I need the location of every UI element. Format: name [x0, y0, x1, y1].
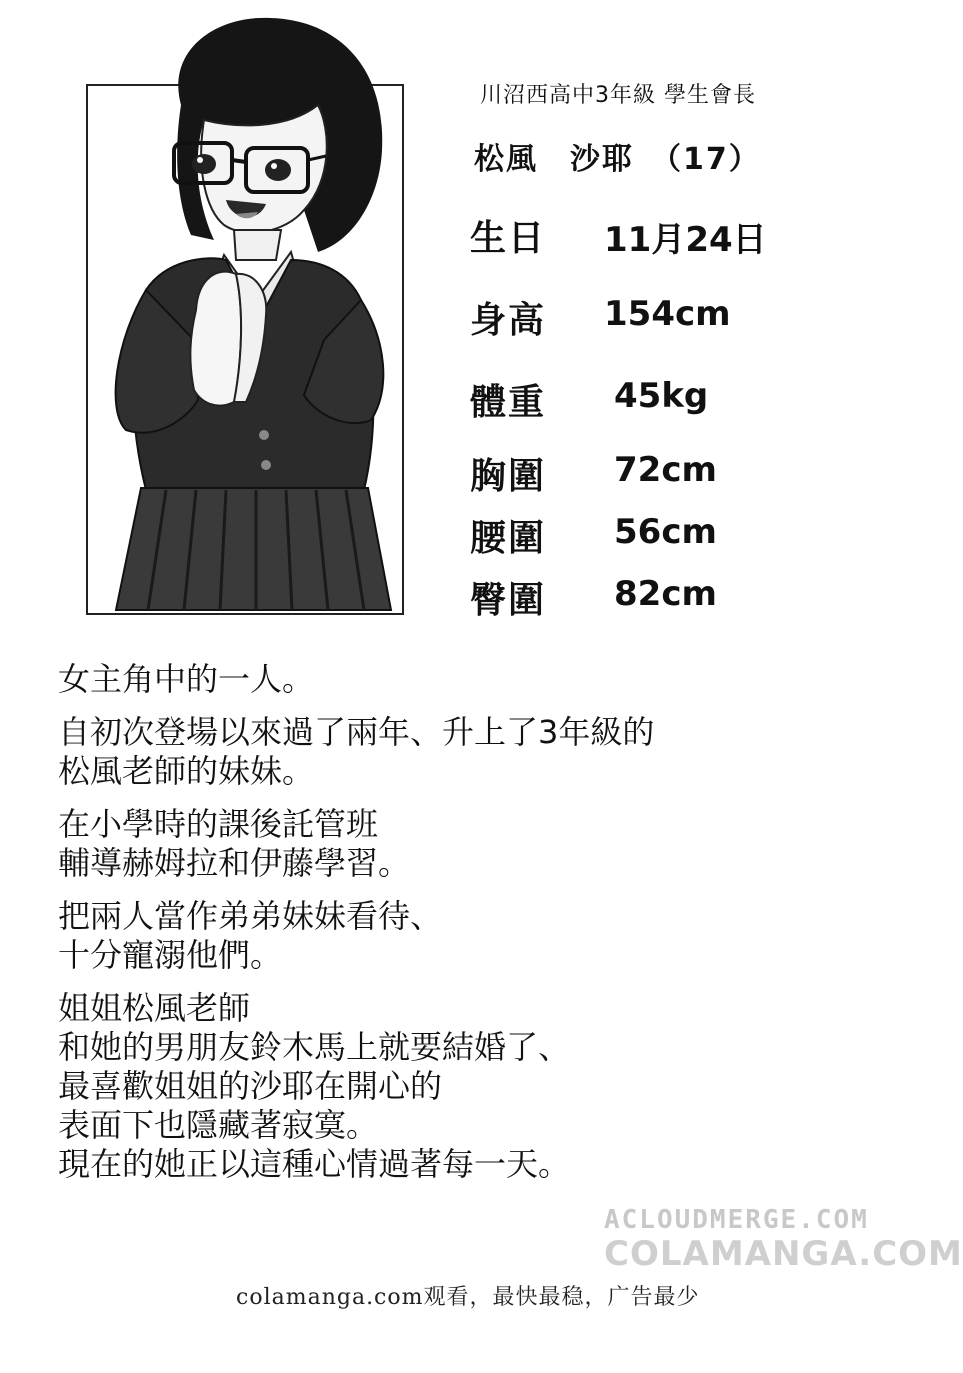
school-and-role: 川沼西高中3年級 學生會長	[480, 83, 756, 108]
bio-line: 女主角中的一人。	[58, 660, 315, 698]
footer-notice: colamanga.com观看，最快最稳，广告最少	[236, 1285, 700, 1310]
stat-value-height: 154cm	[604, 294, 731, 334]
bio-line: 在小學時的課後託管班	[58, 805, 379, 843]
stat-value-bust: 72cm	[614, 450, 717, 490]
bio-paragraph	[58, 713, 818, 791]
stat-label-hip: 臀圍	[470, 580, 547, 621]
watermark-colamanga: COLAMANGA.COM	[604, 1234, 963, 1274]
bio-line: 把兩人當作弟弟妹妹看待、	[58, 897, 443, 935]
bio-line: 姐姐松風老師	[58, 989, 251, 1027]
bio-paragraph	[58, 805, 818, 883]
bio-line: 現在的她正以這種心情過著每一天。	[58, 1145, 571, 1183]
stat-value-hip: 82cm	[614, 574, 717, 614]
watermark-acloudmerge: ACLOUDMERGE.COM	[604, 1205, 869, 1235]
bio-line: 和她的男朋友鈴木馬上就要結婚了、	[58, 1028, 571, 1066]
stat-label-waist: 腰圍	[470, 518, 547, 559]
bio-paragraph	[58, 989, 818, 1184]
character-bio	[58, 660, 818, 1198]
stat-label-height: 身高	[470, 300, 547, 341]
character-name: 松風 沙耶 （17）	[474, 142, 761, 177]
bio-paragraph	[58, 897, 818, 975]
bio-line: 表面下也隱藏著寂寞。	[58, 1106, 379, 1144]
stat-value-waist: 56cm	[614, 512, 717, 552]
bio-paragraph	[58, 660, 818, 699]
stat-label-birthday: 生日	[470, 218, 547, 259]
stat-label-bust: 胸圍	[470, 456, 547, 497]
stat-label-weight: 體重	[470, 382, 547, 423]
stat-value-weight: 45kg	[614, 376, 709, 416]
bio-line: 十分寵溺他們。	[58, 936, 283, 974]
character-illustration	[86, 10, 416, 618]
stat-value-birthday: 11月24日	[604, 220, 767, 260]
bio-line: 最喜歡姐姐的沙耶在開心的	[58, 1067, 443, 1105]
bio-line: 輔導赫姆拉和伊藤學習。	[58, 844, 411, 882]
bio-line: 松風老師的妹妹。	[58, 752, 315, 790]
bio-line: 自初次登場以來過了兩年、升上了3年級的	[58, 713, 655, 751]
